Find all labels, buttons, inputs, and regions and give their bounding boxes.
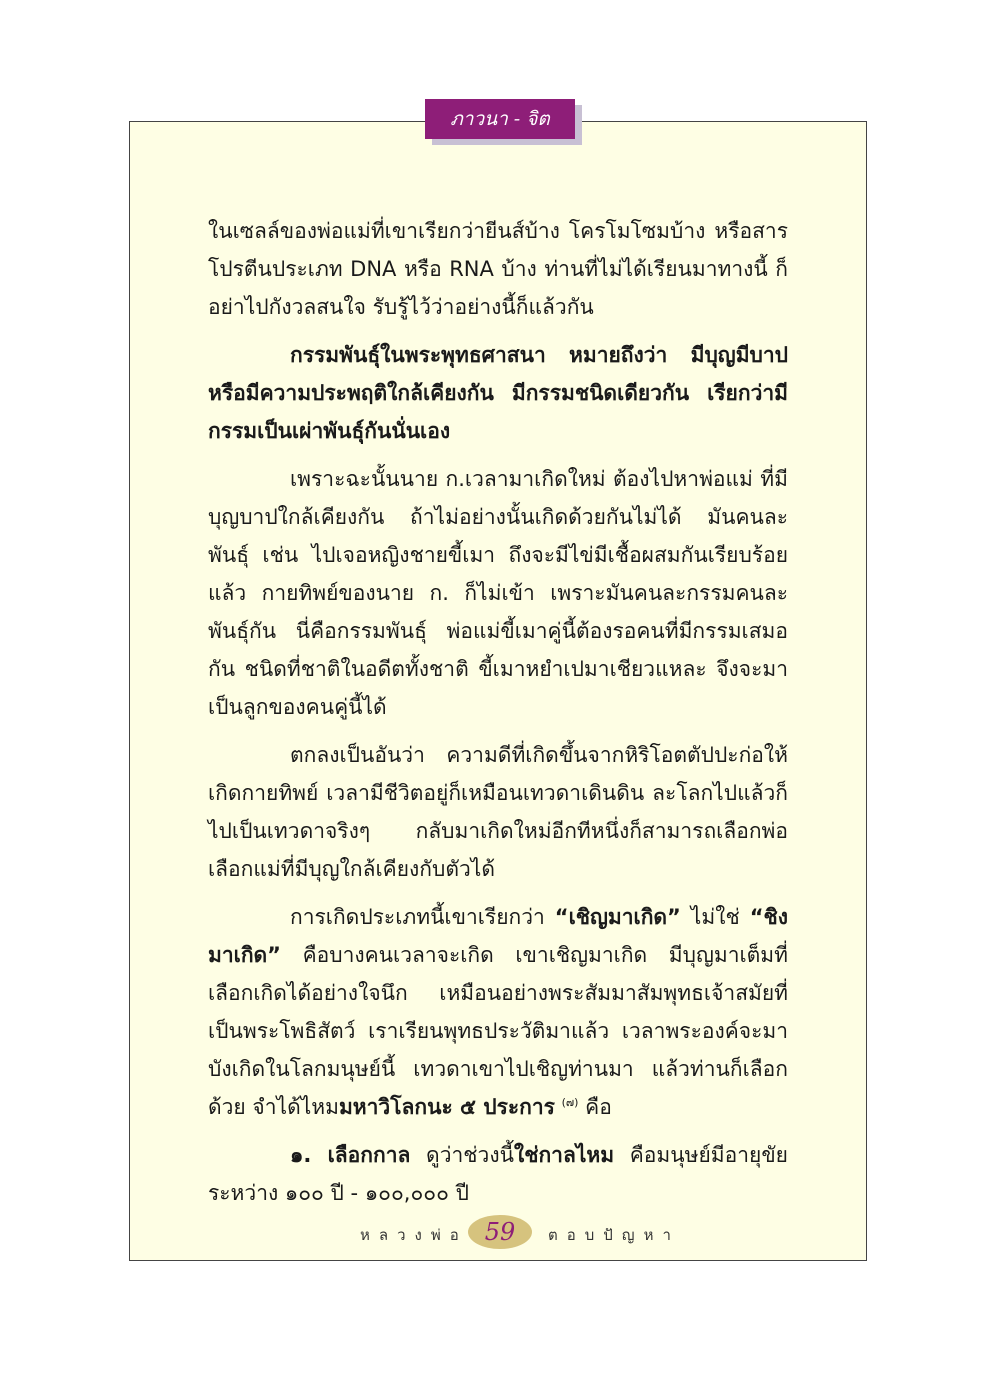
section-label: ภาวนา - จิต xyxy=(450,108,550,130)
paragraph-5 xyxy=(208,898,788,1126)
paragraph-2: กรรมพันธุ์ในพระพุทธศาสนา หมายถึงว่า มีบุญมีบาป หรือมีความประพฤติใกล้เคียงกัน มีกรรมชนิดเดียวกัน เรียกว่ามีกรรมเป็นเผ่าพันธุ์กันนั่นเอง xyxy=(208,343,788,443)
p5-text-4: คือ xyxy=(578,1095,612,1119)
p5-text-3: คือบางคนเวลาจะเกิด เขาเชิญมาเกิด มีบุญมาเต็มที่ เลือกเกิดได้อย่างใจนึก เหมือนอย่างพระสัมมาสัมพุทธเจ้าสมัยที่เป็นพระโพธิสัตว์ เราเรียนพุทธประวัติมาแล้ว เวลาพระองค์จะมาบังเกิดในโลกมนุษย์นี้ เทวดาเขาไปเชิญท่านมา แล้วท่านก็เลือกด้วย จำได้ไหม xyxy=(208,943,788,1119)
p5-text-1: การเกิดประเภทนี้เขาเรียกว่า xyxy=(290,905,555,929)
p6-text-2: คือมนุษย์มีอายุขัยระหว่าง ๑๐๐ ปี - ๑๐๐,๐๐๐ ปี xyxy=(208,1143,788,1205)
p5-bold-2: “ชิงมาเกิด” xyxy=(208,905,788,967)
paragraph-1: ในเซลล์ของพ่อแม่ที่เขาเรียกว่ายีนส์บ้าง โครโมโซมบ้าง หรือสารโปรตีนประเภท DNA หรือ RNA บ้าง ท่านที่ไม่ได้เรียนมาทางนี้ ก็อย่าไปกังวลสนใจ รับรู้ไว้ว่าอย่างนี้ก็แล้วกัน xyxy=(208,219,788,319)
p6-bold-2: ใช่กาลไหม xyxy=(513,1143,615,1167)
footer-left-text: หลวงพ่อ xyxy=(360,1226,468,1244)
p6-text-1: ดูว่าช่วงนี้ xyxy=(410,1143,514,1167)
page-number-badge xyxy=(468,1215,532,1249)
footer-right-text: ตอบปัญหา xyxy=(548,1226,680,1244)
footnote-marker: (๗) xyxy=(561,1096,579,1109)
paragraph-6 xyxy=(208,1136,788,1212)
paragraph-4: ตกลงเป็นอันว่า ความดีที่เกิดขึ้นจากหิริโอตตัปปะก่อให้เกิดกายทิพย์ เวลามีชีวิตอยู่ก็เหมือนเทวดาเดินดิน ละโลกไปแล้วก็ไปเป็นเทวดาจริงๆ กลับมาเกิดใหม่อีกทีหนึ่งก็สามารถเลือกพ่อเลือกแม่ที่มีบุญใกล้เคียงกับตัวได้ xyxy=(208,743,788,881)
section-tab xyxy=(425,99,575,139)
p6-bold-1: ๑. เลือกกาล xyxy=(290,1143,411,1167)
footer xyxy=(0,1213,1000,1253)
body-text xyxy=(208,212,788,1222)
p5-text-2: ไม่ใช่ xyxy=(680,905,750,929)
p5-bold-3: มหาวิโลกนะ ๕ ประการ xyxy=(338,1095,555,1119)
p5-bold-1: “เชิญมาเกิด” xyxy=(554,905,681,929)
page-number: 59 xyxy=(484,1218,516,1246)
paragraph-3: เพราะฉะนั้นนาย ก.เวลามาเกิดใหม่ ต้องไปหาพ่อแม่ ที่มีบุญบาปใกล้เคียงกัน ถ้าไม่อย่างนั้นเกิดด้วยกันไม่ได้ มันคนละพันธุ์ เช่น ไปเจอหญิงชายขี้เมา ถึงจะมีไข่มีเชื้อผสมกันเรียบร้อยแล้ว กายทิพย์ของนาย ก. ก็ไม่เข้า เพราะมันคนละกรรมคนละพันธุ์กัน นี่คือกรรมพันธุ์ พ่อแม่ขี้เมาคู่นี้ต้องรอคนที่มีกรรมเสมอกัน ชนิดที่ชาติในอดีตทั้งชาติ ขี้เมาหยำเปมาเชียวแหละ จึงจะมาเป็นลูกของคนคู่นี้ได้ xyxy=(208,467,788,719)
